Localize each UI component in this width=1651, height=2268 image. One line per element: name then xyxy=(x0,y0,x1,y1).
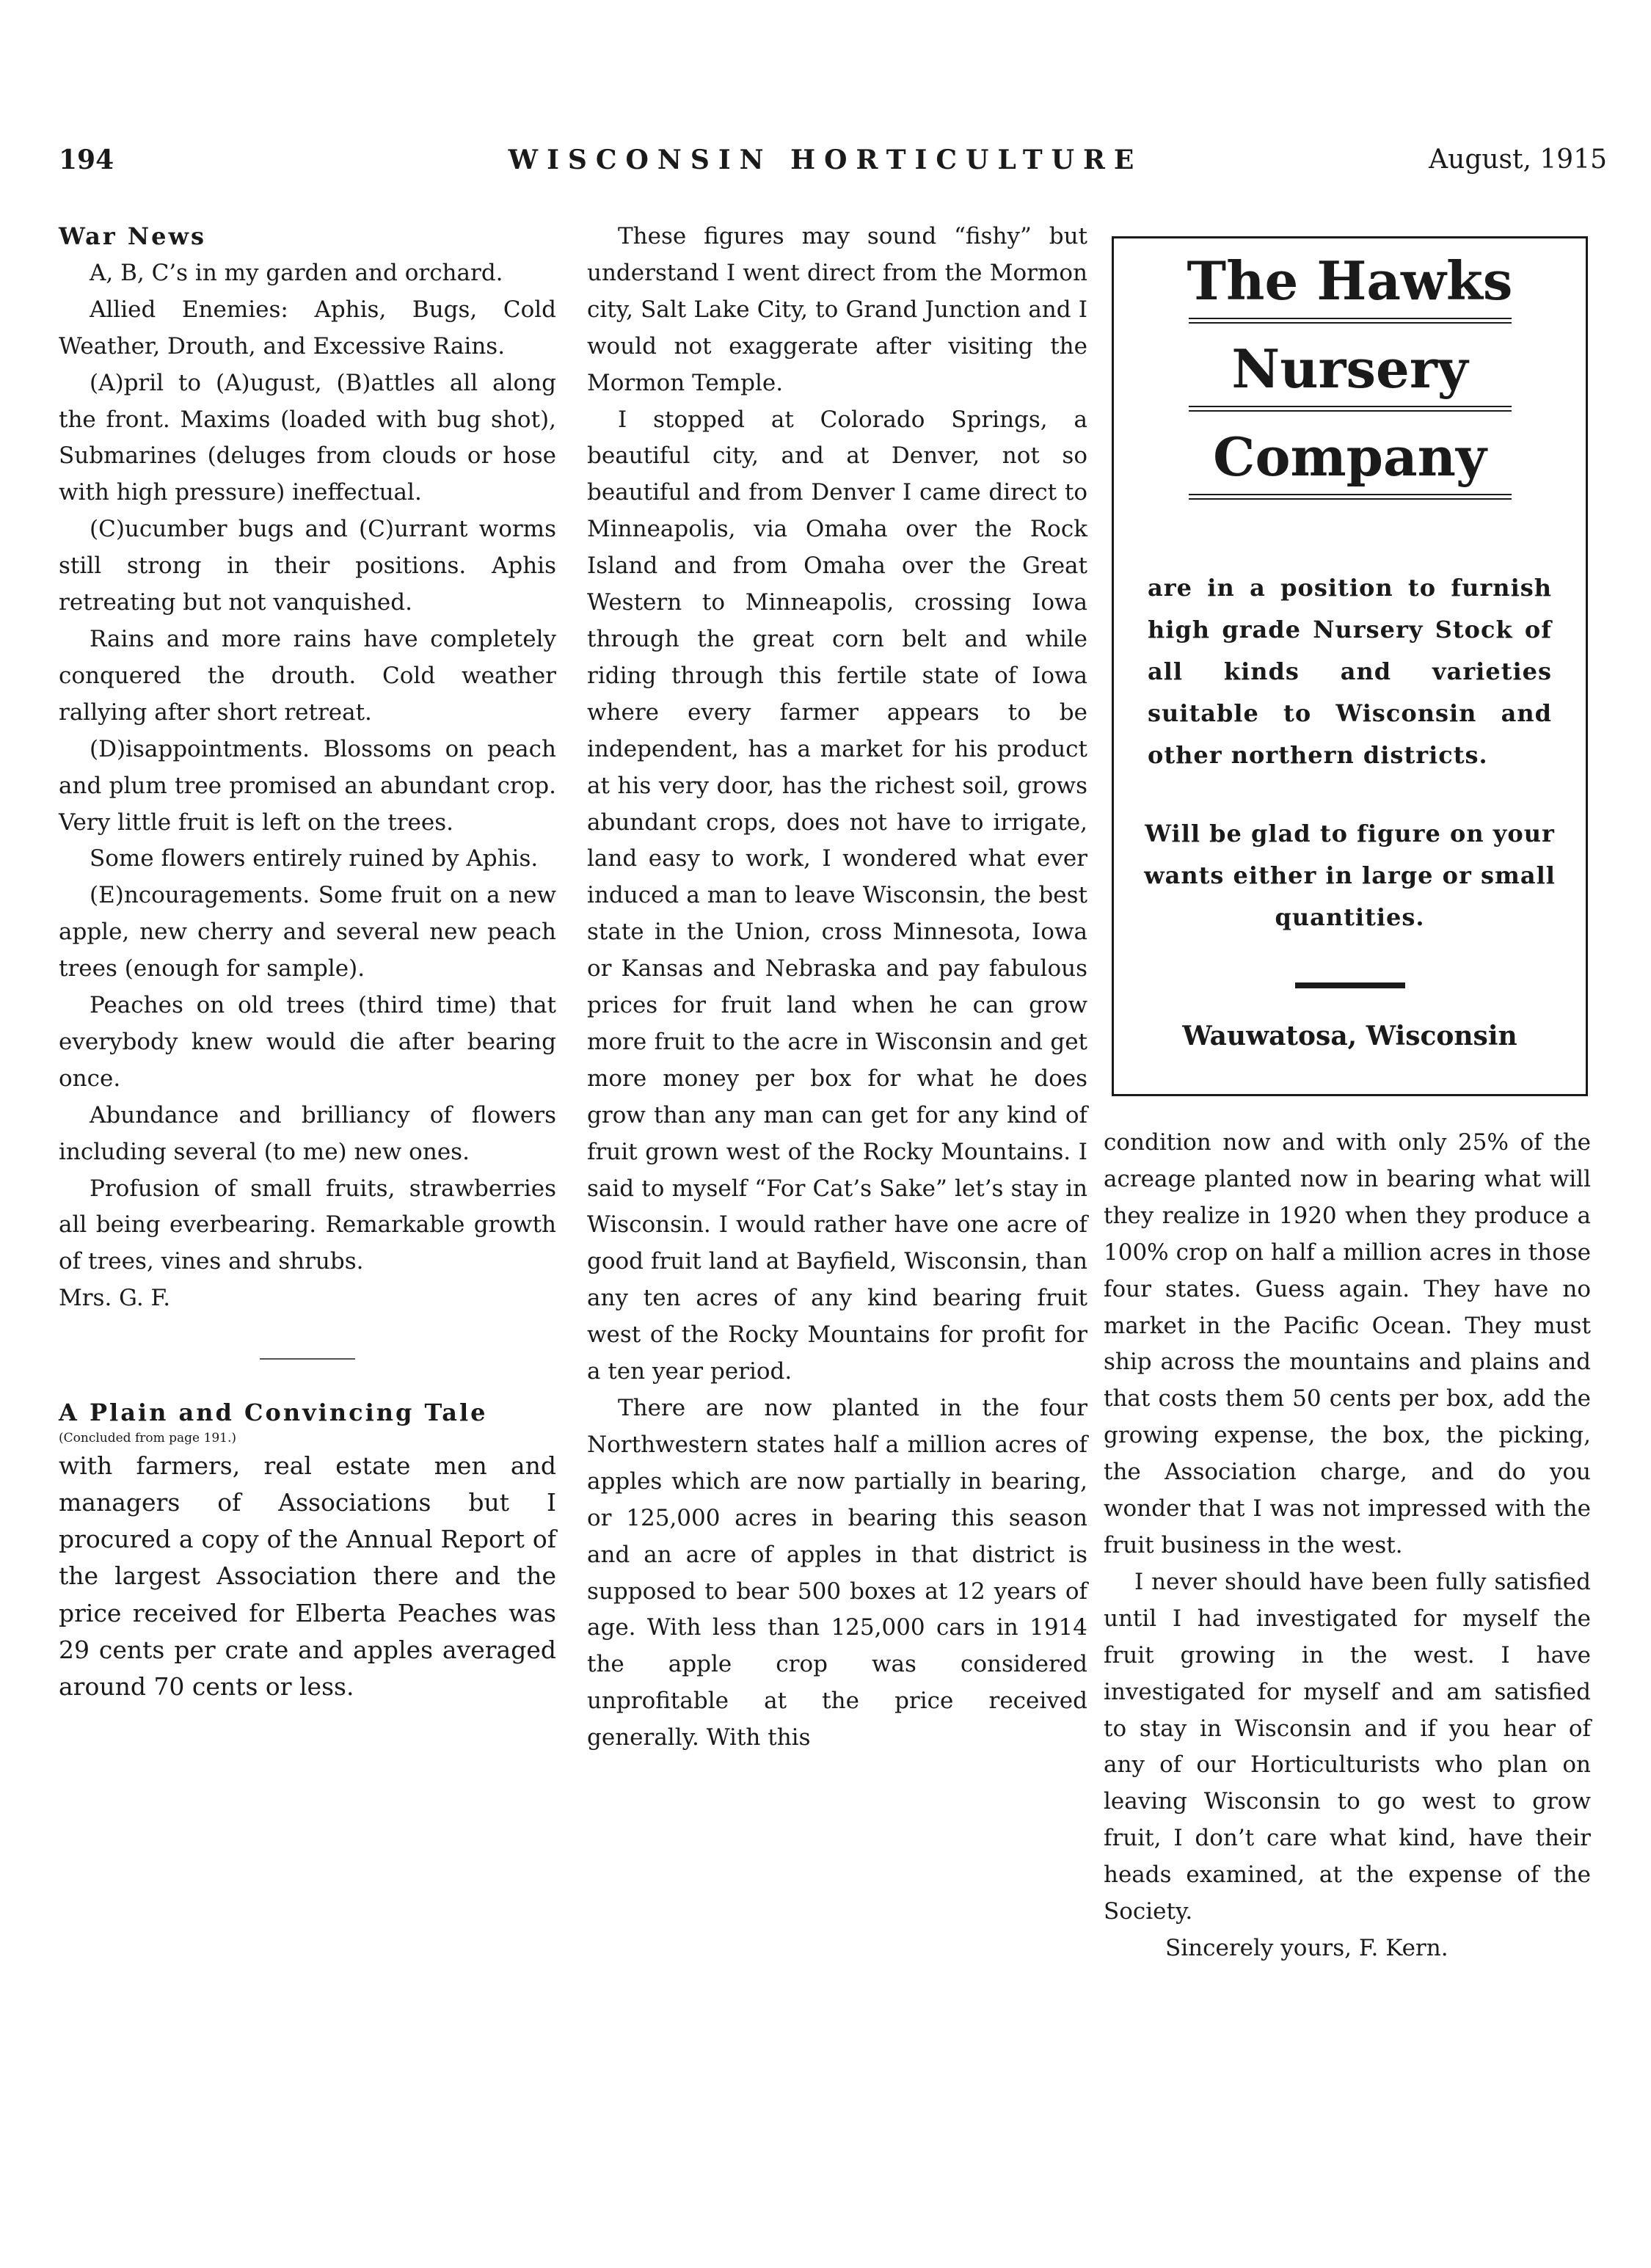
tale-heading: A Plain and Convincing Tale xyxy=(59,1399,488,1427)
article-signoff: Sincerely yours, F. Kern. xyxy=(1165,1934,1448,1961)
war-news-paragraph: Peaches on old trees (third time) that everybody knew would die after bearing once. xyxy=(59,992,556,1092)
ad-name-line: The Hawks xyxy=(1187,249,1513,312)
war-news-paragraph: (D)isappointments. Blossoms on peach and plum tree promised an abundant crop. Very little fruit is left on the trees. xyxy=(59,735,556,836)
section-divider xyxy=(260,1358,355,1360)
ad-company-name xyxy=(1114,249,1586,516)
ad-bar-rule xyxy=(1295,982,1405,988)
article-paragraph: There are now planted in the four Northwestern states half a million acres of apples which are now partially in bearing, or 125,000 acres in bearing this season and an acre of apples in that district is supposed to bear 500 boxes at 12 years of age. With less than 125,000 cars in 1914 the apple crop was considered unprofitable at the price received generally. With this xyxy=(587,1395,1087,1751)
column-left xyxy=(59,219,556,1705)
article-paragraph: These figures may sound “fishy” but understand I went direct from the Mormon city, Salt Lake City, to Grand Junction and I would not exaggerate after visiting the Mormon Temple. xyxy=(587,223,1087,396)
journal-title: WISCONSIN HORTICULTURE xyxy=(508,145,1143,175)
war-news-signature: Mrs. G. F. xyxy=(59,1285,171,1312)
war-news-paragraph: (A)pril to (A)ugust, (B)attles all along the front. Maxims (loaded with bug shot), Submarines (deluges from clouds or hose with high pressure) ineffectual. xyxy=(59,369,556,506)
ad-double-rule xyxy=(1189,318,1512,324)
column-right xyxy=(1104,1125,1591,1967)
war-news-paragraph: (E)ncouragements. Some fruit on a new apple, new cherry and several new peach trees (enough for sample). xyxy=(59,882,556,982)
ad-double-rule xyxy=(1189,406,1512,412)
ad-name-line: Company xyxy=(1213,426,1487,488)
tale-concluded-note: (Concluded from page 191.) xyxy=(59,1431,236,1446)
page-number: 194 xyxy=(59,145,114,175)
article-paragraph: I never should have been fully satisfied until I had investigated for myself the fruit growing in the west. I have investigated for myself and am satisfied to stay in Wisconsin and if you hear of any of our Horticulturists who plan on leaving Wisconsin to go west to grow fruit, I don’t care what kind, have their heads examined, at the expense of the Society. xyxy=(1104,1568,1591,1925)
war-news-paragraph: Profusion of small fruits, strawberries all being everbearing. Remarkable growth of trees, vines and shrubs. xyxy=(59,1175,556,1275)
tale-paragraph: with farmers, real estate men and managers of Associations but I procured a copy of the Annual Report of the largest Association there and the price received for Elberta Peaches was 29 cents per crate and apples averaged around 70 cents or less. xyxy=(59,1451,556,1701)
nursery-advertisement xyxy=(1112,236,1588,1096)
article-paragraph: condition now and with only 25% of the acreage planted now in bearing what will they realize in 1920 when they produce a 100% crop on half a million acres in those four states. Guess again. They have no market in the Pacific Ocean. They must ship across the mountains and plains and that costs them 50 cents per box, add the growing expense, the box, the picking, the Association charge, and do you wonder that I was not impressed with the fruit business in the west. xyxy=(1104,1129,1591,1558)
column-middle xyxy=(587,219,1087,1757)
war-news-paragraph: Abundance and brilliancy of flowers including several (to me) new ones. xyxy=(59,1101,556,1165)
ad-location: Wauwatosa, Wisconsin xyxy=(1182,1021,1517,1051)
ad-double-rule xyxy=(1189,494,1512,500)
article-paragraph: I stopped at Colorado Springs, a beautiful city, and at Denver, not so beautiful and from Denver I came direct to Minneapolis, via Omaha over the Rock Island and from Omaha over the Great Western to Minneapolis, crossing Iowa through the great corn belt and while riding through this fertile state of Iowa where every farmer appears to be independent, has a market for his product at his very door, has the richest soil, grows abundant crops, does not have to irrigate, land easy to work, I wondered what ever induced a man to leave Wisconsin, the best state in the Union, cross Minnesota, Iowa or Kansas and Nebraska and pay fabulous prices for fruit land when he can grow more fruit to the acre in Wisconsin and get more money per box for what he does grow than any man can get for any kind of fruit grown west of the Rocky Mountains. I said to myself “For Cat’s Sake” let’s stay in Wisconsin. I would rather have one acre of good fruit land at Bayfield, Wisconsin, than any ten acres of any kind bearing fruit west of the Rocky Mountains for profit for a ten year period. xyxy=(587,406,1087,1385)
war-news-paragraph: Some flowers entirely ruined by Aphis. xyxy=(90,845,539,872)
ad-offer-text: Will be glad to figure on your wants either in large or small quantities. xyxy=(1144,820,1556,931)
war-news-heading: War News xyxy=(59,222,207,250)
war-news-paragraph: Rains and more rains have completely conquered the drouth. Cold weather rallying after short retreat. xyxy=(59,625,556,726)
war-news-paragraph: (C)ucumber bugs and (C)urrant worms still strong in their positions. Aphis retreating but not vanquished. xyxy=(59,516,556,616)
ad-body-text: are in a position to furnish high grade Nursery Stock of all kinds and varieties suitable to Wisconsin and other northern districts. xyxy=(1148,574,1552,769)
ad-name-line: Nursery xyxy=(1231,338,1468,400)
issue-date: August, 1915 xyxy=(1429,145,1607,175)
war-news-paragraph: A, B, C’s in my garden and orchard. xyxy=(90,259,503,286)
war-news-paragraph: Allied Enemies: Aphis, Bugs, Cold Weather, Drouth, and Excessive Rains. xyxy=(59,296,556,360)
